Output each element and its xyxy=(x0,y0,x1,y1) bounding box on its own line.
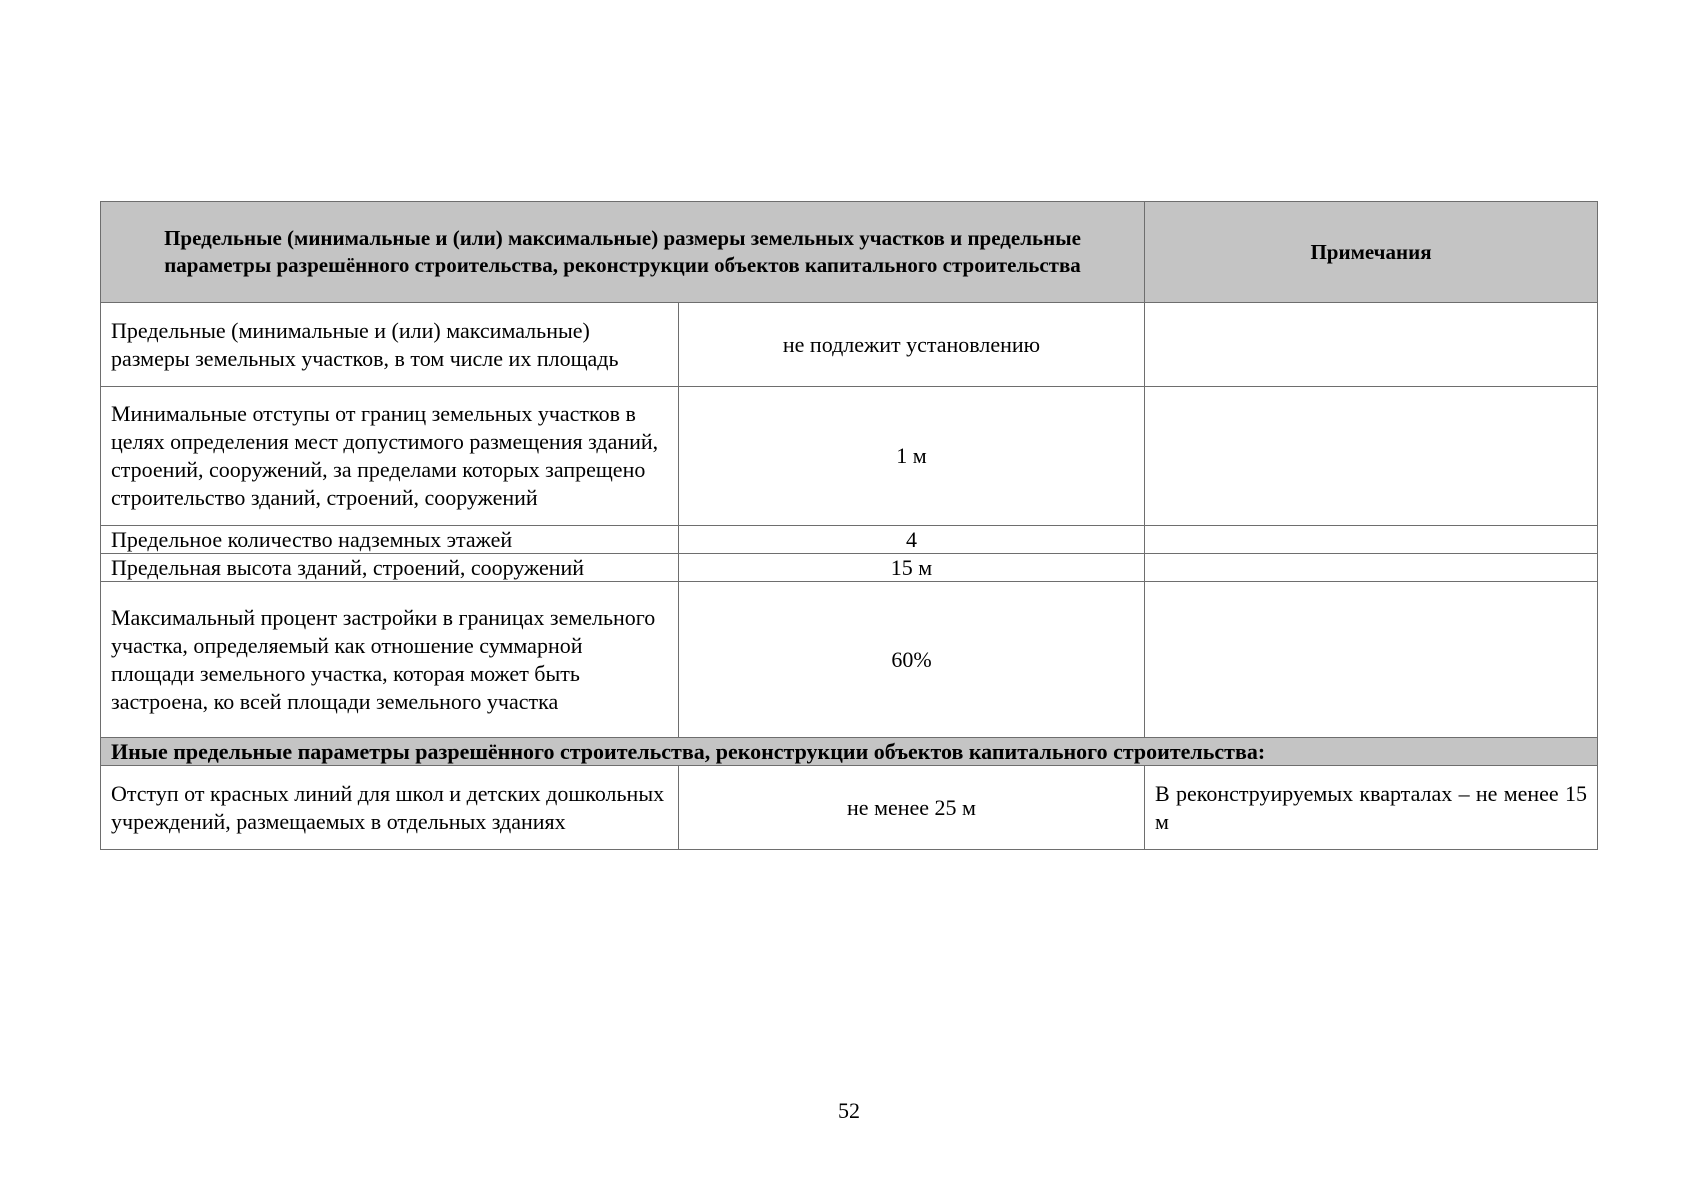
table-row xyxy=(101,387,1598,526)
note-cell xyxy=(1145,526,1598,554)
value-cell: не подлежит установлению xyxy=(679,303,1145,387)
header-notes: Примечания xyxy=(1145,202,1598,303)
value-cell: не менее 25 м xyxy=(679,766,1145,850)
value-cell: 60% xyxy=(679,582,1145,738)
note-cell xyxy=(1145,387,1598,526)
note-cell: В реконструируемых кварталах – не менее 15 м xyxy=(1145,766,1598,850)
note-cell xyxy=(1145,554,1598,582)
param-cell: Минимальные отступы от границ земельных участков в целях определения мест допустимого размещения зданий, строений, сооружений, за пределами которых запрещено строительство зданий, строений, сооружений xyxy=(101,387,679,526)
value-cell: 1 м xyxy=(679,387,1145,526)
param-cell: Отступ от красных линий для школ и детских дошкольных учреждений, размещаемых в отдельных зданиях xyxy=(101,766,679,850)
table-row xyxy=(101,554,1598,582)
param-cell: Предельная высота зданий, строений, сооружений xyxy=(101,554,679,582)
table-row xyxy=(101,526,1598,554)
section-header-row xyxy=(101,738,1598,766)
page-number: 52 xyxy=(838,1098,860,1123)
param-cell: Предельное количество надземных этажей xyxy=(101,526,679,554)
section-header: Иные предельные параметры разрешённого строительства, реконструкции объектов капитального строительства: xyxy=(101,738,1598,766)
param-cell: Максимальный процент застройки в границах земельного участка, определяемый как отношение суммарной площади земельного участка, которая может быть застроена, ко всей площади земельного участка xyxy=(101,582,679,738)
table-row xyxy=(101,766,1598,850)
note-cell xyxy=(1145,582,1598,738)
value-cell: 15 м xyxy=(679,554,1145,582)
table-header-row xyxy=(101,202,1598,303)
table-row xyxy=(101,582,1598,738)
parameters-table xyxy=(100,201,1598,850)
table-row xyxy=(101,303,1598,387)
note-cell xyxy=(1145,303,1598,387)
param-cell: Предельные (минимальные и (или) максимальные) размеры земельных участков, в том числе их площадь xyxy=(101,303,679,387)
value-cell: 4 xyxy=(679,526,1145,554)
header-parameters: Предельные (минимальные и (или) максимальные) размеры земельных участков и предельные параметры разрешённого строительства, реконструкции объектов капитального строительства xyxy=(101,202,1145,303)
